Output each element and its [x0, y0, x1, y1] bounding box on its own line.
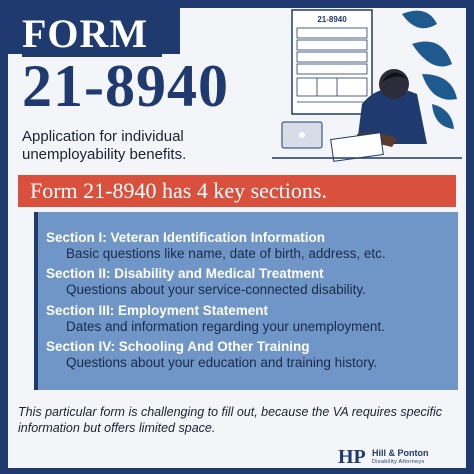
- laptop-icon: [282, 122, 322, 148]
- footnote: This particular form is challenging to fill out, because the VA requires specific information but offers limited space.: [18, 405, 443, 435]
- section-title: Section III: Employment Statement: [46, 303, 269, 318]
- section-3: [46, 303, 385, 335]
- section-4: [46, 339, 377, 371]
- form-number: 21-8940: [22, 53, 229, 119]
- document-label: 21-8940: [317, 15, 347, 24]
- form-label: FORM: [22, 10, 162, 57]
- logo-tagline: Disability Attorneys: [372, 459, 425, 465]
- logo-mark: HP: [338, 446, 366, 468]
- section-description: Basic questions like name, date of birth, address, etc.: [66, 246, 386, 261]
- section-description: Dates and information regarding your unemployment.: [66, 319, 385, 334]
- paper-icon: [331, 133, 384, 162]
- subtitle: Application for individual unemployability benefits.: [22, 128, 187, 163]
- section-1: [46, 230, 386, 262]
- section-title: Section II: Disability and Medical Treatment: [46, 266, 324, 281]
- section-description: Questions about your service-connected disability.: [66, 282, 366, 297]
- logo-name: Hill & Ponton: [372, 448, 429, 458]
- left-border: [0, 0, 8, 474]
- banner-text: Form 21-8940 has 4 key sections.: [30, 178, 327, 203]
- section-description: Questions about your education and training history.: [66, 355, 378, 370]
- section-title: Section I: Veteran Identification Information: [46, 230, 326, 245]
- person-filling-form-illustration: [262, 4, 462, 174]
- form-document-icon: [292, 10, 372, 114]
- section-title: Section IV: Schooling And Other Training: [46, 339, 310, 354]
- right-border: [466, 0, 474, 474]
- hill-ponton-logo: [338, 446, 458, 470]
- section-2: [46, 266, 366, 298]
